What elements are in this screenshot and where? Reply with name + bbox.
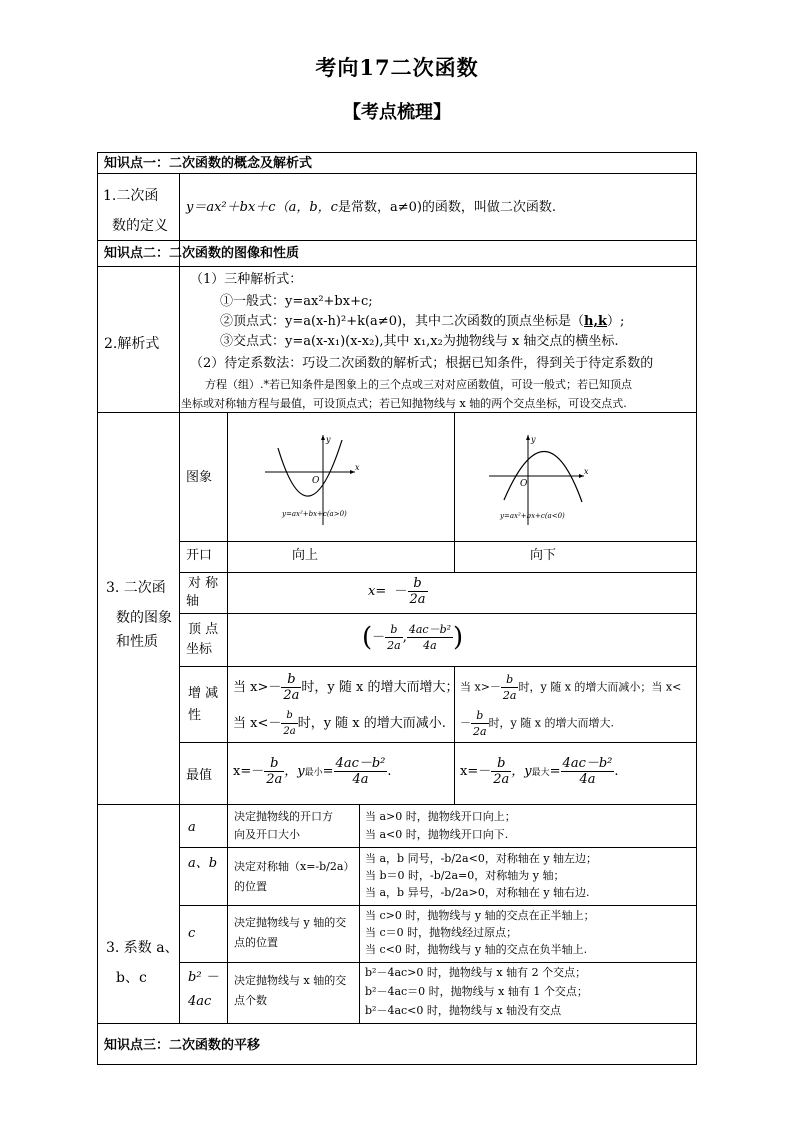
k1-def-text: 是常数，a≠0)的函数，叫做二次函数.	[337, 200, 557, 215]
mono-left-1: 当 x>－ $\frac{b}{2a}$ 时，y 随 x 的增大而增大；	[233, 672, 459, 703]
coef-a-name: a	[188, 820, 196, 835]
row-extreme: 最值	[186, 768, 213, 783]
extreme-left: x=－ $\frac{b}{2a}$ ，y最小= $\frac{\text{4ac－b²}}{4a}$ .	[233, 756, 392, 787]
row-mono-b: 性	[188, 708, 202, 723]
opening-up: 向上	[292, 548, 319, 563]
vertex-formula: (－ $\frac{b}{2a}$ , $\frac{\text{4ac－b²}}{4a}$ )	[362, 622, 464, 653]
k2-line-8: 坐标或对称轴方程与最值，可设顶点式；若已知抛物线与 x 轴的两个交点坐标，可设交点式.	[181, 397, 627, 410]
axis-formula: x= － $\frac{b}{2a}$	[368, 576, 426, 607]
parabola-down-graph	[484, 430, 604, 530]
k2-label: 2.解析式	[104, 336, 160, 352]
parabola-up-graph	[260, 430, 380, 530]
k1-def-formula: y＝ax²＋bx＋c（a，b，c	[186, 200, 338, 215]
vertex-coord: h,k	[584, 314, 608, 329]
coef-disc-detail-2: b²－4ac<0 时，抛物线与 x 轴没有交点	[365, 1004, 562, 1017]
k2-line-0: （1）三种解析式：	[190, 272, 303, 287]
coef-disc-name-a: b² －	[188, 970, 219, 985]
coef-c-detail-0: 当 c>0 时，抛物线与 y 轴的交点在正半轴上；	[365, 909, 595, 922]
coef-disc-desc-1: 点个数	[234, 994, 267, 1007]
row-axis-b: 轴	[186, 594, 200, 609]
coef-label-a: 3. 系数 a、	[106, 940, 179, 956]
section-subtitle: 【考点梳理】	[343, 102, 451, 123]
k3-label-b: 数的图象	[116, 610, 172, 626]
coef-a-desc-1: 向及开口大小	[234, 828, 300, 841]
coef-a-desc-0: 决定抛物线的开口方	[234, 810, 333, 823]
k2-line-5: ③交点式：y=a(x-x₁)(x-x₂),其中 x₁,x₂为抛物线与 x 轴交点的横坐标.	[220, 334, 619, 349]
opening-down: 向下	[530, 548, 557, 563]
k2-line-2: ②顶点式：y=a(x-h)²+k(a≠0)，其中二次函数的顶点坐标是（h,k）;	[220, 314, 625, 329]
row-opening: 开口	[186, 548, 213, 563]
k2-line-6: （2）待定系数法：巧设二次函数的解析式；根据已知条件，得到关于待定系数的	[190, 356, 654, 371]
k2-line-7: 方程（组）.*若已知条件是图象上的三个点或三对对应函数值，可设一般式；若已知顶点	[205, 378, 632, 391]
coef-disc-desc-0: 决定抛物线与 x 轴的交	[234, 974, 347, 987]
coef-ab-desc-0: 决定对称轴（x=-b/2a）	[234, 860, 355, 873]
coef-disc-detail-0: b²－4ac>0 时，抛物线与 x 轴有 2 个交点；	[365, 966, 587, 979]
row-image: 图象	[186, 470, 213, 485]
graph-left-caption: y=ax²+bx+c(a>0)	[282, 510, 347, 518]
graph-left-y-label: y	[326, 435, 331, 444]
graph-right-y-label: y	[531, 435, 536, 444]
row-vertex-b: 坐标	[186, 642, 213, 657]
coef-c-desc-0: 决定抛物线与 y 轴的交	[234, 916, 347, 929]
k1-definition	[186, 200, 556, 216]
coef-label-b: b、c	[116, 970, 147, 986]
coef-c-desc-1: 点的位置	[234, 936, 278, 949]
k2-line-1: ①一般式：y=ax²+bx+c;	[220, 294, 373, 309]
coef-ab-detail-0: 当 a，b 同号，-b/2a<0，对称轴在 y 轴左边；	[365, 852, 598, 865]
coef-ab-detail-2: 当 a，b 异号，-b/2a>0，对称轴在 y 轴右边.	[365, 886, 590, 899]
coef-c-name: c	[188, 926, 196, 941]
page-title: 考向17二次函数	[315, 55, 479, 80]
k2-header: 知识点二：二次函数的图像和性质	[104, 246, 300, 261]
coef-ab-desc-1: 的位置	[234, 880, 267, 893]
coef-disc-name-b: 4ac	[188, 994, 212, 1009]
row-vertex-a: 顶 点	[188, 622, 219, 637]
coef-a-detail-0: 当 a>0 时，抛物线开口向上；	[365, 810, 516, 823]
graph-right-caption: y=ax²+bx+c(a<0)	[500, 512, 565, 520]
k1-label-a: 1.二次函	[103, 188, 159, 204]
mono-right-1: 当 x>－ $\frac{b}{2a}$ 时，y 随 x 的增大而减小；当 x<	[460, 673, 682, 702]
coef-disc-detail-1: b²－4ac＝0 时，抛物线与 x 轴有 1 个交点；	[365, 985, 588, 998]
k1-header: 知识点一：二次函数的概念及解析式	[104, 156, 313, 171]
row-axis-a: 对 称	[188, 576, 219, 591]
extreme-right: x=－ $\frac{b}{2a}$ ，y最大= $\frac{\text{4ac－b²}}{4a}$ .	[460, 756, 619, 787]
coef-c-detail-2: 当 c<0 时，抛物线与 y 轴的交点在负半轴上.	[365, 943, 588, 956]
k4-header: 知识点三：二次函数的平移	[104, 1038, 261, 1053]
k3-label-c: 和性质	[116, 634, 158, 650]
graph-right-x-label: x	[584, 467, 589, 476]
graph-left-x-label: x	[355, 463, 360, 472]
coef-ab-detail-1: 当 b＝0 时，-b/2a=0，对称轴为 y 轴；	[365, 869, 565, 882]
graph-left-origin: O	[312, 476, 320, 486]
coef-c-detail-1: 当 c＝0 时，抛物线经过原点；	[365, 926, 518, 939]
coef-a-detail-1: 当 a<0 时，抛物线开口向下.	[365, 828, 509, 841]
coef-ab-name: a、b	[188, 856, 218, 871]
mono-right-2: － $\frac{b}{2a}$ 时，y 随 x 的增大而增大.	[460, 709, 614, 738]
row-mono-a: 增 减	[188, 686, 219, 701]
graph-right-origin: O	[520, 479, 528, 489]
k3-label-a: 3. 二次函	[106, 580, 166, 596]
k1-label-b: 数的定义	[112, 218, 168, 234]
mono-left-2: 当 x<－ $\frac{b}{2a}$ 时，y 随 x 的增大而减小.	[233, 710, 446, 737]
